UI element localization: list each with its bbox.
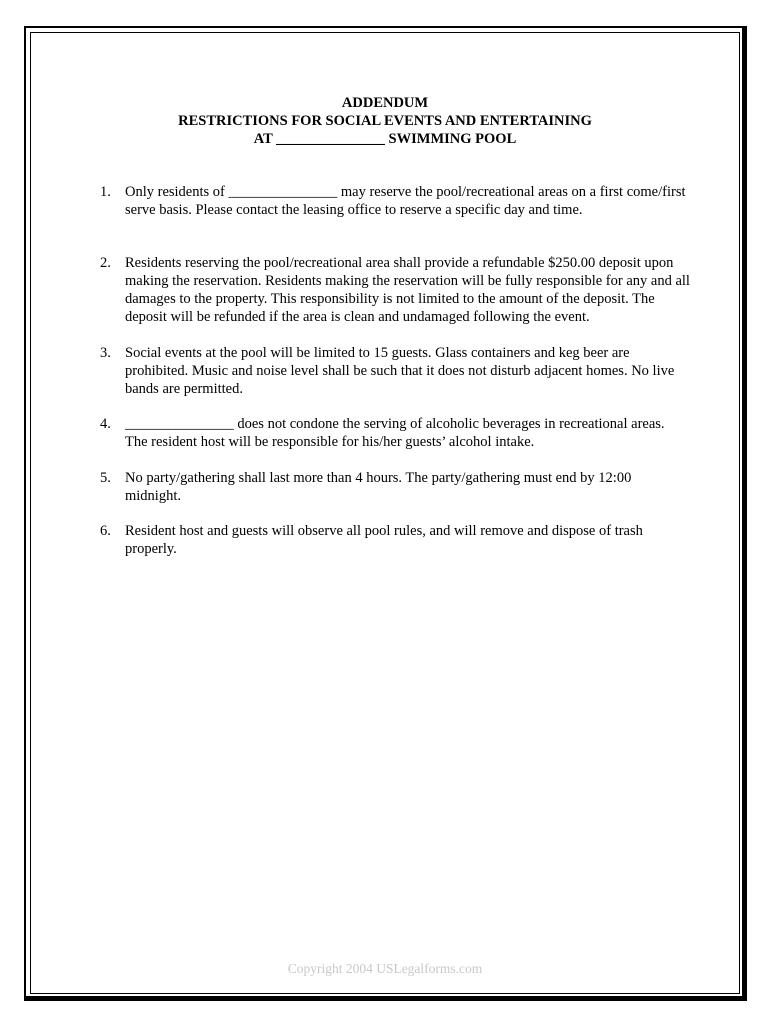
list-item-number: 1. bbox=[100, 184, 111, 200]
list-item-number: 2. bbox=[100, 255, 111, 271]
page-border bbox=[24, 26, 747, 1001]
document-subtitle: RESTRICTIONS FOR SOCIAL EVENTS AND ENTERTAINING bbox=[178, 113, 592, 129]
list-item-text: Only residents of _______________ may reserve the pool/recreational areas on a first come/first serve basis. Please contact the leasing office to reserve a specific day and time. bbox=[125, 184, 686, 218]
list-item-number: 3. bbox=[100, 345, 111, 361]
list-item-3 bbox=[100, 344, 720, 398]
list-item-2 bbox=[100, 254, 720, 326]
list-item-5 bbox=[100, 469, 720, 505]
list-item-text: Resident host and guests will observe all pool rules, and will remove and dispose of trash properly. bbox=[125, 523, 643, 557]
list-item-text: No party/gathering shall last more than 4 hours. The party/gathering must end by 12:00 midnight. bbox=[125, 470, 632, 504]
list-item-text: Residents reserving the pool/recreational area shall provide a refundable $250.00 deposit upon making the reservation. Residents making the reservation will be fully responsible for any and all damages to the property. This responsibility is not limited to the amount of the deposit. The deposit will be refunded if the area is clean and undamaged following the event. bbox=[125, 255, 690, 325]
document-title: ADDENDUM bbox=[341, 95, 429, 111]
list-item-number: 4. bbox=[100, 416, 111, 432]
list-item-text: Social events at the pool will be limited to 15 guests. Glass containers and keg beer are prohibited. Music and noise level shall be such that it does not disturb adjacent homes. No live bands are permitted. bbox=[125, 345, 675, 397]
copyright-footer: Copyright 2004 USLegalforms.com bbox=[287, 961, 483, 976]
document-subtitle-location: AT _______________ SWIMMING POOL bbox=[253, 131, 517, 147]
list-item-number: 6. bbox=[100, 523, 111, 539]
list-item-number: 5. bbox=[100, 470, 111, 486]
list-item-text: _______________ does not condone the serving of alcoholic beverages in recreational areas. The resident host will be responsible for his/her guests’ alcohol intake. bbox=[125, 416, 665, 450]
list-item-4 bbox=[100, 415, 720, 451]
list-item-6 bbox=[100, 522, 720, 558]
list-item-1 bbox=[100, 183, 720, 219]
page-border-inner bbox=[30, 32, 740, 994]
